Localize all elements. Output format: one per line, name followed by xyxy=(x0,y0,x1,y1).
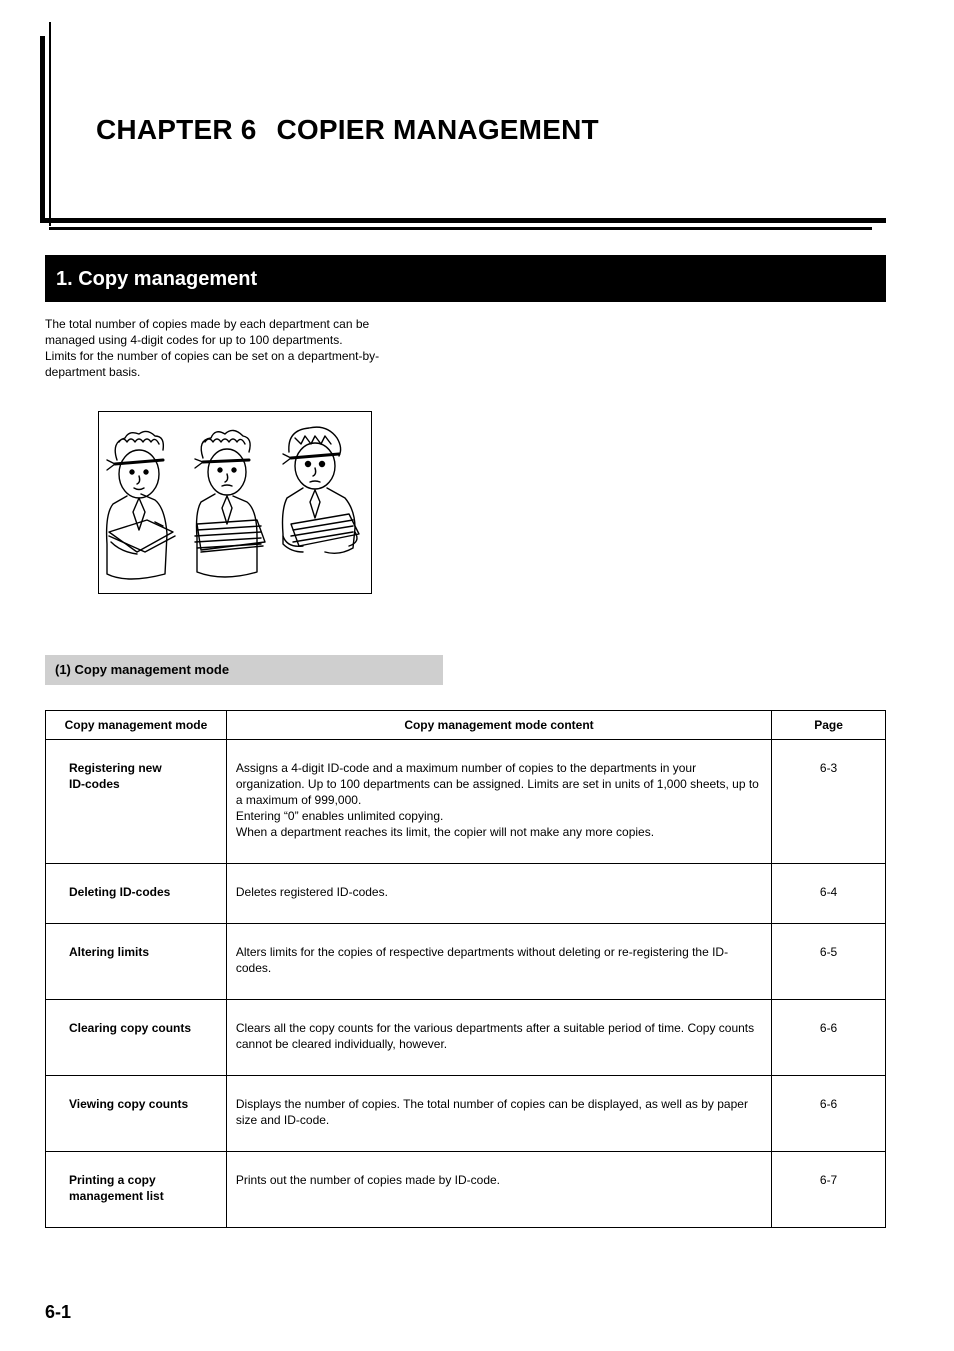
section-banner xyxy=(45,255,886,302)
bottom-rule-thick xyxy=(40,218,886,223)
section-title: 1. Copy management xyxy=(56,268,258,290)
mode-cell: Printing a copy management list xyxy=(46,1152,227,1228)
table-row xyxy=(46,1152,886,1228)
page-cell: 6-7 xyxy=(772,1152,886,1228)
page-cell: 6-6 xyxy=(772,1000,886,1076)
chapter-title xyxy=(96,114,599,146)
page-cell: 6-4 xyxy=(772,864,886,924)
chapter-name: COPIER MANAGEMENT xyxy=(276,114,599,145)
column-header-content: Copy management mode content xyxy=(226,711,771,740)
mode-cell: Registering new ID-codes xyxy=(46,740,227,864)
column-header-mode: Copy management mode xyxy=(46,711,227,740)
column-header-page: Page xyxy=(772,711,886,740)
table-header-row xyxy=(46,711,886,740)
bottom-rule-thin xyxy=(49,227,872,230)
worker-three-icon xyxy=(283,427,360,553)
worker-two-icon xyxy=(195,430,265,577)
worker-one-icon xyxy=(107,431,175,579)
mode-cell: Clearing copy counts xyxy=(46,1000,227,1076)
intro-paragraph xyxy=(45,316,415,380)
content-cell: Alters limits for the copies of respective departments without deleting or re-registering the ID-codes. xyxy=(226,924,771,1000)
page-number: 6-1 xyxy=(45,1302,72,1322)
left-rule-thick xyxy=(40,36,45,222)
table-row xyxy=(46,1000,886,1076)
subsection-banner xyxy=(45,655,443,685)
mode-cell: Viewing copy counts xyxy=(46,1076,227,1152)
mode-cell: Altering limits xyxy=(46,924,227,1000)
left-rule-thin xyxy=(49,22,51,226)
table-row xyxy=(46,924,886,1000)
mode-cell: Deleting ID-codes xyxy=(46,864,227,924)
table-row xyxy=(46,864,886,924)
office-workers-icon xyxy=(99,412,370,592)
subsection-title: (1) Copy management mode xyxy=(55,662,230,677)
page-cell: 6-5 xyxy=(772,924,886,1000)
table-row xyxy=(46,1076,886,1152)
content-cell: Deletes registered ID-codes. xyxy=(226,864,771,924)
table-row xyxy=(46,740,886,864)
content-cell: Prints out the number of copies made by ID-code. xyxy=(226,1152,771,1228)
page-cell: 6-6 xyxy=(772,1076,886,1152)
office-workers-illustration xyxy=(98,411,372,594)
intro-line: Limits for the number of copies can be set on a department-by- xyxy=(45,349,380,363)
content-cell: Displays the number of copies. The total number of copies can be displayed, as well as by paper size and ID-code. xyxy=(226,1076,771,1152)
copy-management-modes-table xyxy=(45,710,886,1228)
intro-line: The total number of copies made by each department can be xyxy=(45,317,370,331)
intro-line: department basis. xyxy=(45,365,141,379)
content-cell: Clears all the copy counts for the various departments after a suitable period of time. Copy counts cannot be cleared individually, however. xyxy=(226,1000,771,1076)
intro-line: managed using 4-digit codes for up to 100 departments. xyxy=(45,333,343,347)
content-cell: Assigns a 4-digit ID-code and a maximum number of copies to the departments in your organization. Up to 100 departments can be assigned. Limits are set in units of 1,000 sheets, up to a maximum of 999,000. Entering “0” enables unlimited copying. When a department reaches its limit, the copier will not make any more copies. xyxy=(226,740,771,864)
page-cell: 6-3 xyxy=(772,740,886,864)
chapter-number: CHAPTER 6 xyxy=(96,114,257,145)
